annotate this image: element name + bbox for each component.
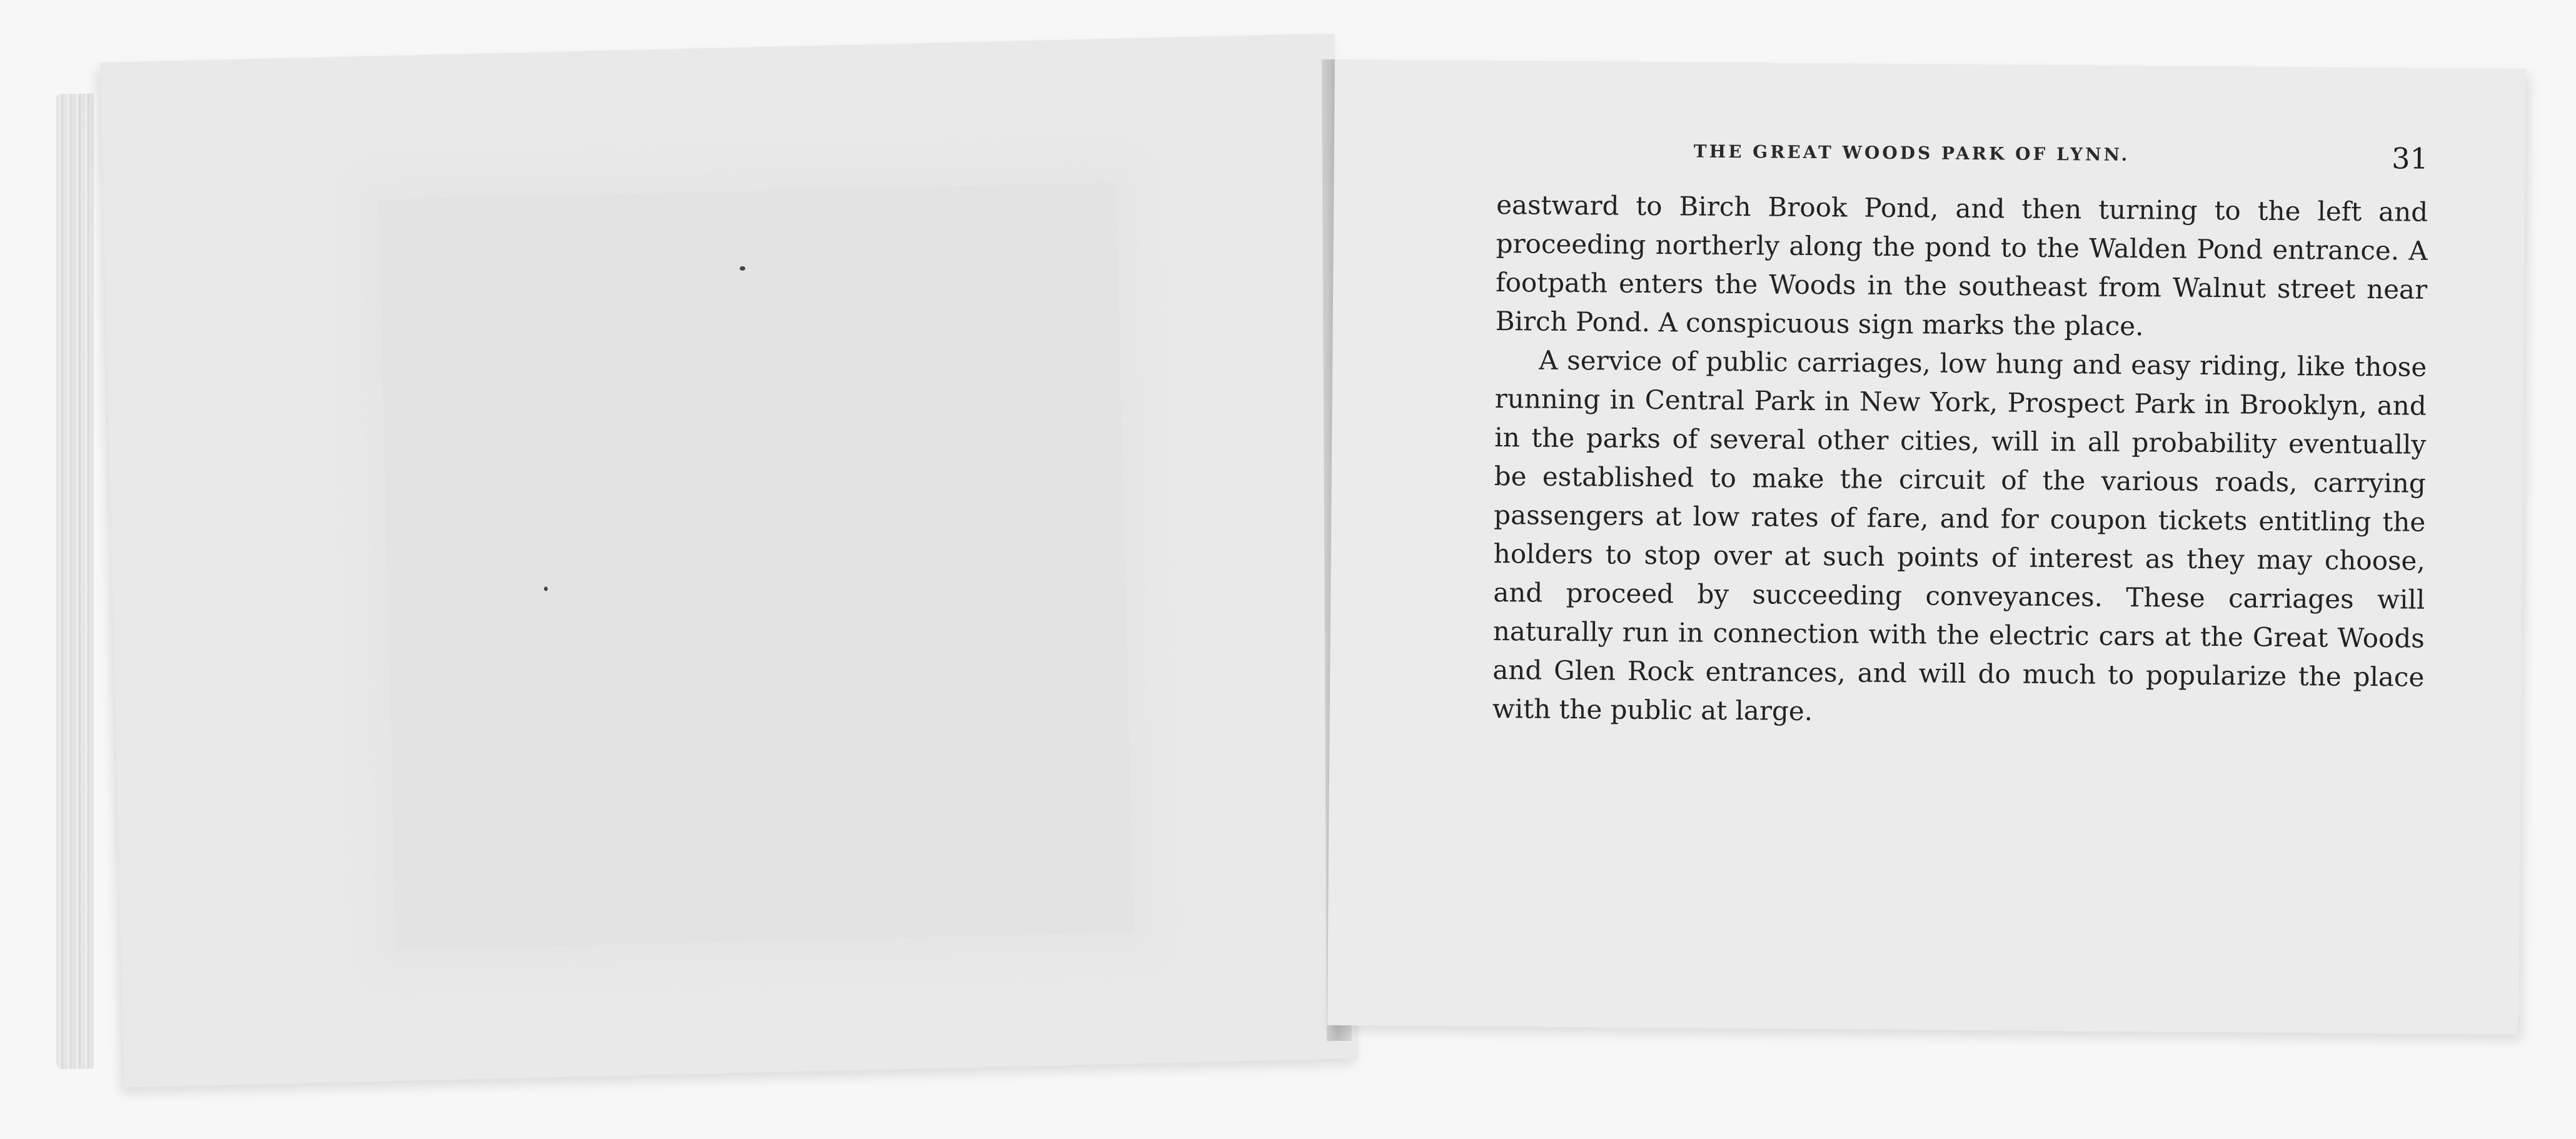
right-page [1327, 59, 2526, 1035]
paragraph-continuation: eastward to Birch Brook Pond, and then turning to the left and proceeding northerly along the pond to the Walden Pond entrance. A footpath enters the Woods in the southeast from Walnut street near Birch Pond. A conspicuous sign marks the place. [1495, 189, 2428, 342]
paragraph-carriages: A service of public carriages, low hung and easy riding, like those running in Central Park in New York, Prospect Park in Brooklyn, and in the parks of several other cities, will in all probability eventually be established to make the circuit of the various roads, carrying passengers at low rates of fare, and for coupon tickets entitling the holders to stop over at such points of interest as they may choose, and proceed by succeeding conveyances. These carriages will naturally run in connection with the electric cars at the Great Woods and Glen Rock entrances, and will do much to popularize the place with the public at large. [1492, 344, 2427, 727]
show-through-image [378, 183, 1134, 950]
body-text [1492, 186, 2428, 736]
running-head [1693, 136, 2429, 176]
left-page-blank [100, 33, 1359, 1087]
ink-speck [544, 586, 548, 591]
running-head-title: THE GREAT WOODS PARK OF LYNN. [1693, 141, 2130, 165]
page-number: 31 [2392, 141, 2429, 176]
page-edges [56, 93, 94, 1069]
